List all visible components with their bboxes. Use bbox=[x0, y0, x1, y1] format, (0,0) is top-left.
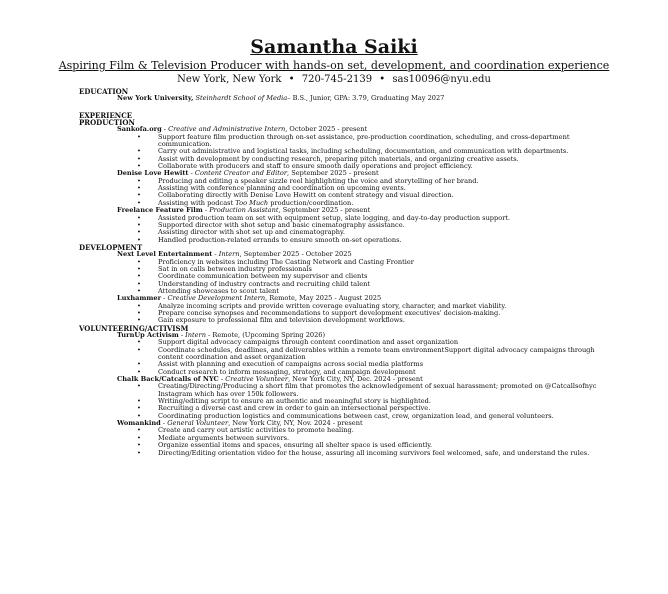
separator: - bbox=[218, 375, 226, 384]
role-title: Production Assistant bbox=[209, 206, 279, 215]
bullet-item: • Sat in on calls between industry professionals bbox=[158, 266, 609, 273]
bullet-item: • Organize essential items and spaces, ensuring all shelter space is used efficiently. bbox=[158, 442, 609, 449]
section-heading-experience: EXPERIENCE bbox=[79, 110, 133, 120]
school-name: New York University, bbox=[117, 94, 194, 103]
bullet-item: • Assist with development by conducting research, preparing pitch materials, and organizing creative assets. bbox=[158, 156, 609, 163]
bullet-list bbox=[79, 339, 609, 376]
degree-info: – B.S., Junior, GPA: 3.79, Graduating May 2027 bbox=[287, 94, 445, 103]
bullet-separator: • bbox=[379, 74, 386, 85]
bullet-item: • Assist with planning and execution of campaigns across social media platforms bbox=[158, 361, 609, 368]
bullet-item: • Recruiting a diverse cast and crew in order to gain an intersectional perspective. bbox=[158, 405, 609, 412]
separator: - bbox=[178, 331, 186, 339]
bullet-separator: • bbox=[288, 74, 295, 85]
bullet-item: • Prepare concise synopses and recommendations to support development executives' decision-making. bbox=[158, 310, 609, 317]
location: New York, New York bbox=[177, 74, 282, 85]
bullet-item: • Mediate arguments between survivors. bbox=[158, 435, 609, 442]
entry-details: , September 2025 - October 2025 bbox=[239, 250, 352, 259]
organization-name: TurnUp Activism bbox=[117, 331, 179, 339]
role-title: Intern bbox=[218, 250, 240, 259]
separator: - bbox=[212, 250, 219, 259]
bullet-item: • Assisting with conference planning and coordination on upcoming events. bbox=[158, 185, 609, 192]
bullet-item: • Create and carry out artistic activities to promote healing. bbox=[158, 427, 609, 434]
bullet-item: • Support feature film production through on-set assistance, pre-production coordination, scheduling, and cross-department communication. bbox=[158, 134, 609, 149]
resume-body bbox=[79, 88, 609, 457]
separator: - bbox=[161, 125, 169, 134]
bullet-item: • Understanding of industry contracts and recruiting child talent bbox=[158, 281, 609, 288]
organization-name: Sankofa.org bbox=[117, 125, 162, 134]
production-entries bbox=[79, 126, 609, 244]
development-entries bbox=[79, 251, 609, 324]
school-detail: Steinhardt School of Media bbox=[193, 94, 288, 103]
entry-details: , New York City, NY, Nov. 2024 - present bbox=[228, 419, 363, 428]
tagline: Aspiring Film & Television Producer with hands-on set, development, and coordination experience bbox=[58, 59, 610, 72]
bullet-list bbox=[79, 259, 609, 296]
entry-details: , September 2025 - present bbox=[278, 206, 371, 215]
bullet-list bbox=[79, 303, 609, 325]
organization-name: Freelance Feature Film bbox=[117, 206, 203, 215]
bullet-item: • Assisted production team on set with equipment setup, slate logging, and day-to-day production support. bbox=[158, 215, 609, 222]
bullet-list bbox=[79, 134, 609, 171]
entry-details: , September 2025 - present bbox=[287, 169, 379, 178]
bullet-item: • Producing and editing a speaker sizzle reel highlighting the voice and storytelling of her brand. bbox=[158, 178, 609, 185]
email[interactable]: sas10096@nyu.edu bbox=[392, 74, 491, 85]
bullet-item: • Support digital advocacy campaigns through content coordination and asset organization bbox=[158, 339, 609, 346]
bullet-list bbox=[79, 383, 609, 420]
bullet-item: • Gain exposure to professional film and television development workflows. bbox=[158, 317, 609, 324]
role-title: Intern bbox=[185, 331, 206, 339]
education-entry bbox=[117, 95, 609, 102]
organization-name: Denise Love Hewitt bbox=[117, 169, 189, 178]
role-title: Creative and Administrative Intern bbox=[168, 125, 286, 134]
bullet-item: • Analyze incoming scripts and provide written coverage evaluating story, character, and market viability. bbox=[158, 303, 609, 310]
bullet-item: • Collaborating directly with Denise Love Hewitt on content strategy and visual direction. bbox=[158, 192, 609, 199]
subsection-heading-development: DEVELOPMENT bbox=[79, 242, 143, 252]
bullet-item: • Coordinate schedules, deadlines, and deliverables within a remote team environmentSupport digital advocacy campaigns through content coordination and asset organization bbox=[158, 347, 609, 362]
bullet-item: • Proficiency in websites including The Casting Network and Casting Frontier bbox=[158, 259, 609, 266]
role-title: Content Creator and Editor bbox=[194, 169, 288, 178]
organization-name: Chalk Back/Catcalls of NYC bbox=[117, 375, 219, 384]
bullet-list bbox=[79, 178, 609, 207]
organization-name: Luxhammer bbox=[117, 294, 162, 303]
entry-details: , October 2025 - present bbox=[285, 125, 368, 134]
entry-details: - Remote, (Upcoming Spring 2026) bbox=[205, 331, 326, 339]
bullet-item: • Coordinate communication between my supervisor and clients bbox=[158, 273, 609, 280]
bullet-item: • Assisting with podcast Too Much production/coordination. bbox=[158, 200, 609, 207]
contact-line bbox=[0, 74, 668, 86]
volunteering-entries bbox=[79, 332, 609, 457]
bullet-item: • Directing/Editing orientation video for the house, assuring all incoming survivors feel welcomed, safe, and understand the rules. bbox=[158, 450, 609, 457]
bullet-item: • Attending showcases to scout talent bbox=[158, 288, 609, 295]
separator: - bbox=[160, 419, 168, 428]
section-heading-volunteering: VOLUNTEERING/ACTIVISM bbox=[79, 323, 189, 333]
role-title: Creative Volunteer bbox=[225, 375, 289, 384]
organization-name: Womankind bbox=[117, 419, 161, 428]
bullet-list bbox=[79, 215, 609, 244]
entry-details: , New York City, NY, Dec. 2024 - present bbox=[288, 375, 423, 384]
bullet-item: • Writing/editing script to ensure an authentic and meaningful story is highlighted. bbox=[158, 398, 609, 405]
separator: - bbox=[188, 169, 195, 178]
candidate-name: Samantha Saiki bbox=[250, 36, 418, 58]
bullet-item: • Collaborate with producers and staff to ensure smooth daily operations and project efficiency. bbox=[158, 163, 609, 170]
section-heading-education: EDUCATION bbox=[79, 87, 129, 96]
bullet-item: • Handled production-related errands to ensure smooth on-set operations. bbox=[158, 237, 609, 244]
subsection-heading-production: PRODUCTION bbox=[79, 118, 135, 128]
phone: 720-745-2139 bbox=[301, 74, 373, 85]
bullet-item: • Carry out administrative and logistical tasks, including scheduling, documentation, and communication with departments. bbox=[158, 148, 609, 155]
entry-details: , Remote, May 2025 - August 2025 bbox=[265, 294, 382, 303]
role-title: General Volunteer bbox=[167, 419, 229, 428]
separator: - bbox=[202, 206, 210, 215]
separator: - bbox=[161, 294, 168, 303]
bullet-item: • Creating/Directing/Producing a short film that promotes the acknowledgement of sexual harassment; promoted on @Catcallsofnyc Instagram which has over 150k followers. bbox=[158, 383, 609, 398]
bullet-item: • Conduct research to inform messaging, strategy, and campaign development bbox=[158, 369, 609, 376]
role-title: Creative Development Intern bbox=[167, 294, 266, 303]
bullet-list bbox=[79, 427, 609, 456]
bullet-item: • Supported director with shot setup and basic cinematography assistance. bbox=[158, 222, 609, 229]
bullet-item: • Assisting director with shot set up and cinematography. bbox=[158, 229, 609, 236]
bullet-item: • Coordinating production logistics and communications between cast, crew, organization lead, and general volunteers. bbox=[158, 413, 609, 420]
organization-name: Next Level Entertainment bbox=[117, 250, 213, 259]
